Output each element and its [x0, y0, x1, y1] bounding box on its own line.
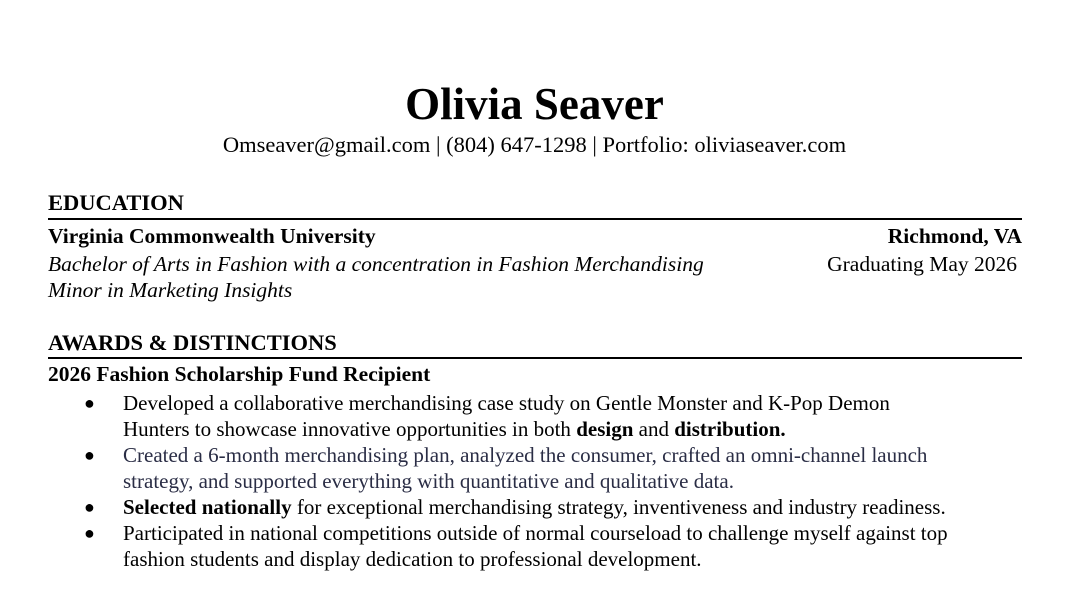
- school-location: Richmond, VA: [887, 224, 1022, 248]
- section-divider: [48, 357, 1022, 359]
- graduation-date: Graduating May 2026: [827, 252, 1017, 276]
- bullet-text: strategy, and supported everything with quantitative and qualitative data.: [123, 469, 734, 493]
- text: Hunters to showcase innovative opportunities in both: [123, 417, 577, 441]
- degree: Bachelor of Arts in Fashion with a concentration in Fashion Merchandising: [48, 252, 704, 276]
- bold-text: distribution.: [674, 417, 786, 441]
- bold-text: design: [576, 417, 634, 441]
- bullet-text: Created a 6-month merchandising plan, analyzed the consumer, crafted an omni-channel launch: [123, 443, 928, 467]
- bullet-icon: ●: [84, 393, 95, 413]
- award-bullet-2: [123, 442, 927, 494]
- awards-heading: AWARDS & DISTINCTIONS: [48, 330, 337, 355]
- bullet-text: Participated in national competitions outside of normal courseload to challenge myself against top: [123, 521, 948, 545]
- school-name: Virginia Commonwealth University: [48, 224, 376, 248]
- bullet-icon: ●: [84, 497, 95, 517]
- contact-line: Omseaver@gmail.com | (804) 647-1298 | Portfolio: oliviaseaver.com: [222, 132, 847, 157]
- education-heading: EDUCATION: [48, 190, 184, 215]
- bullet-icon: ●: [84, 523, 95, 543]
- award-bullet-4: [123, 520, 948, 572]
- award-bullet-3: [123, 494, 946, 520]
- section-divider: [48, 218, 1022, 220]
- bullet-icon: ●: [84, 445, 95, 465]
- bold-text: Selected nationally: [123, 495, 292, 519]
- bullet-text: fashion students and display dedication to professional development.: [123, 547, 702, 571]
- bullet-text: [123, 416, 890, 442]
- award-title: 2026 Fashion Scholarship Fund Recipient: [48, 362, 431, 386]
- text: and: [633, 417, 675, 441]
- resume-name: Olivia Seaver: [405, 79, 664, 129]
- text: for exceptional merchandising strategy, inventiveness and industry readiness.: [291, 495, 946, 519]
- award-bullet-1: [123, 390, 890, 442]
- bullet-text: Developed a collaborative merchandising case study on Gentle Monster and K-Pop Demon: [123, 391, 890, 415]
- minor: Minor in Marketing Insights: [48, 278, 293, 302]
